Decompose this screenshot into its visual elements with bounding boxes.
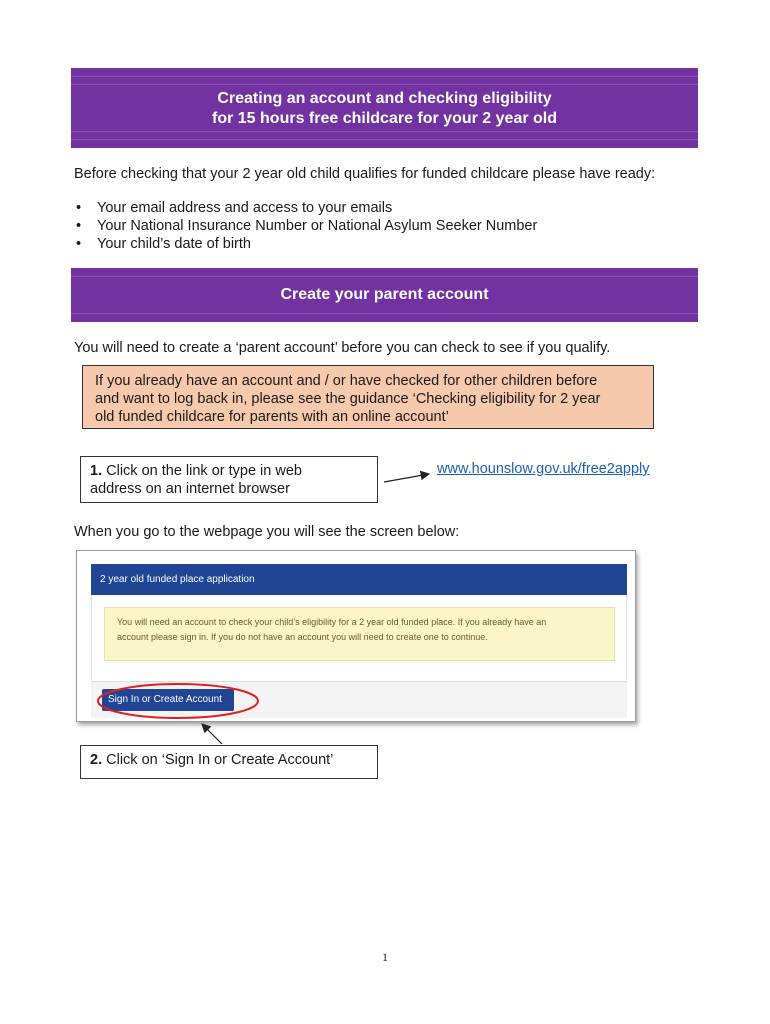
bullet-icon: • (76, 200, 82, 216)
step-1-text-line-1: Click on the link or type in web (106, 463, 302, 479)
section-banner (71, 268, 698, 322)
bullet-icon: • (76, 218, 82, 234)
title-banner (71, 68, 698, 148)
alert-line-1: You will need an account to check your child’s eligibility for a 2 year old funded place. If you already have an (117, 617, 547, 627)
guidance-note (82, 365, 654, 429)
page-number: 1 (382, 950, 388, 964)
banner-stripe (71, 276, 698, 277)
arrow-to-button-icon (202, 724, 222, 744)
note-line-1: If you already have an account and / or have checked for other children before (95, 373, 598, 389)
account-alert (104, 607, 615, 661)
intro-text: Before checking that your 2 year old child qualifies for funded childcare please have ready: (74, 166, 656, 182)
step-1-number: 1. (90, 463, 103, 479)
step-2-box (80, 745, 378, 779)
step-1-text-line-2: address on an internet browser (90, 481, 290, 497)
list-item-text: Your National Insurance Number or National Asylum Seeker Number (97, 218, 538, 234)
webpage-text: When you go to the webpage you will see the screen below: (74, 524, 460, 540)
requirements-list (74, 199, 537, 253)
free2apply-link[interactable]: www.hounslow.gov.uk/free2apply (437, 461, 650, 477)
banner-stripe (71, 84, 698, 85)
note-line-3: old funded childcare for parents with an online account’ (95, 409, 449, 425)
application-header: 2 year old funded place application (91, 564, 627, 595)
list-item (74, 199, 537, 217)
banner-stripe (71, 139, 698, 140)
list-item-text: Your email address and access to your emails (97, 200, 393, 216)
list-item (74, 217, 537, 235)
list-item (74, 235, 537, 253)
bullet-icon: • (76, 236, 82, 252)
title-line-1: Creating an account and checking eligibility (217, 90, 552, 107)
banner-stripe (71, 76, 698, 77)
step-1-box (80, 456, 378, 503)
banner-stripe (71, 131, 698, 132)
title-line-2: for 15 hours free childcare for your 2 year old (212, 110, 557, 127)
step-2-text: Click on ‘Sign In or Create Account’ (106, 752, 334, 768)
sign-in-or-create-account-button[interactable]: Sign In or Create Account (102, 689, 234, 711)
section-title: Create your parent account (280, 286, 489, 303)
arrow-to-link-icon (384, 474, 429, 482)
account-text: You will need to create a ‘parent account’ before you can check to see if you qualify. (74, 340, 611, 356)
list-item-text: Your child’s date of birth (97, 236, 251, 252)
step-2-number: 2. (90, 752, 103, 768)
note-line-2: and want to log back in, please see the guidance ‘Checking eligibility for 2 year (95, 391, 601, 407)
alert-line-2: account please sign in. If you do not have an account you will need to create one to continue. (117, 632, 488, 642)
banner-stripe (71, 313, 698, 314)
webpage-screenshot (76, 550, 636, 722)
